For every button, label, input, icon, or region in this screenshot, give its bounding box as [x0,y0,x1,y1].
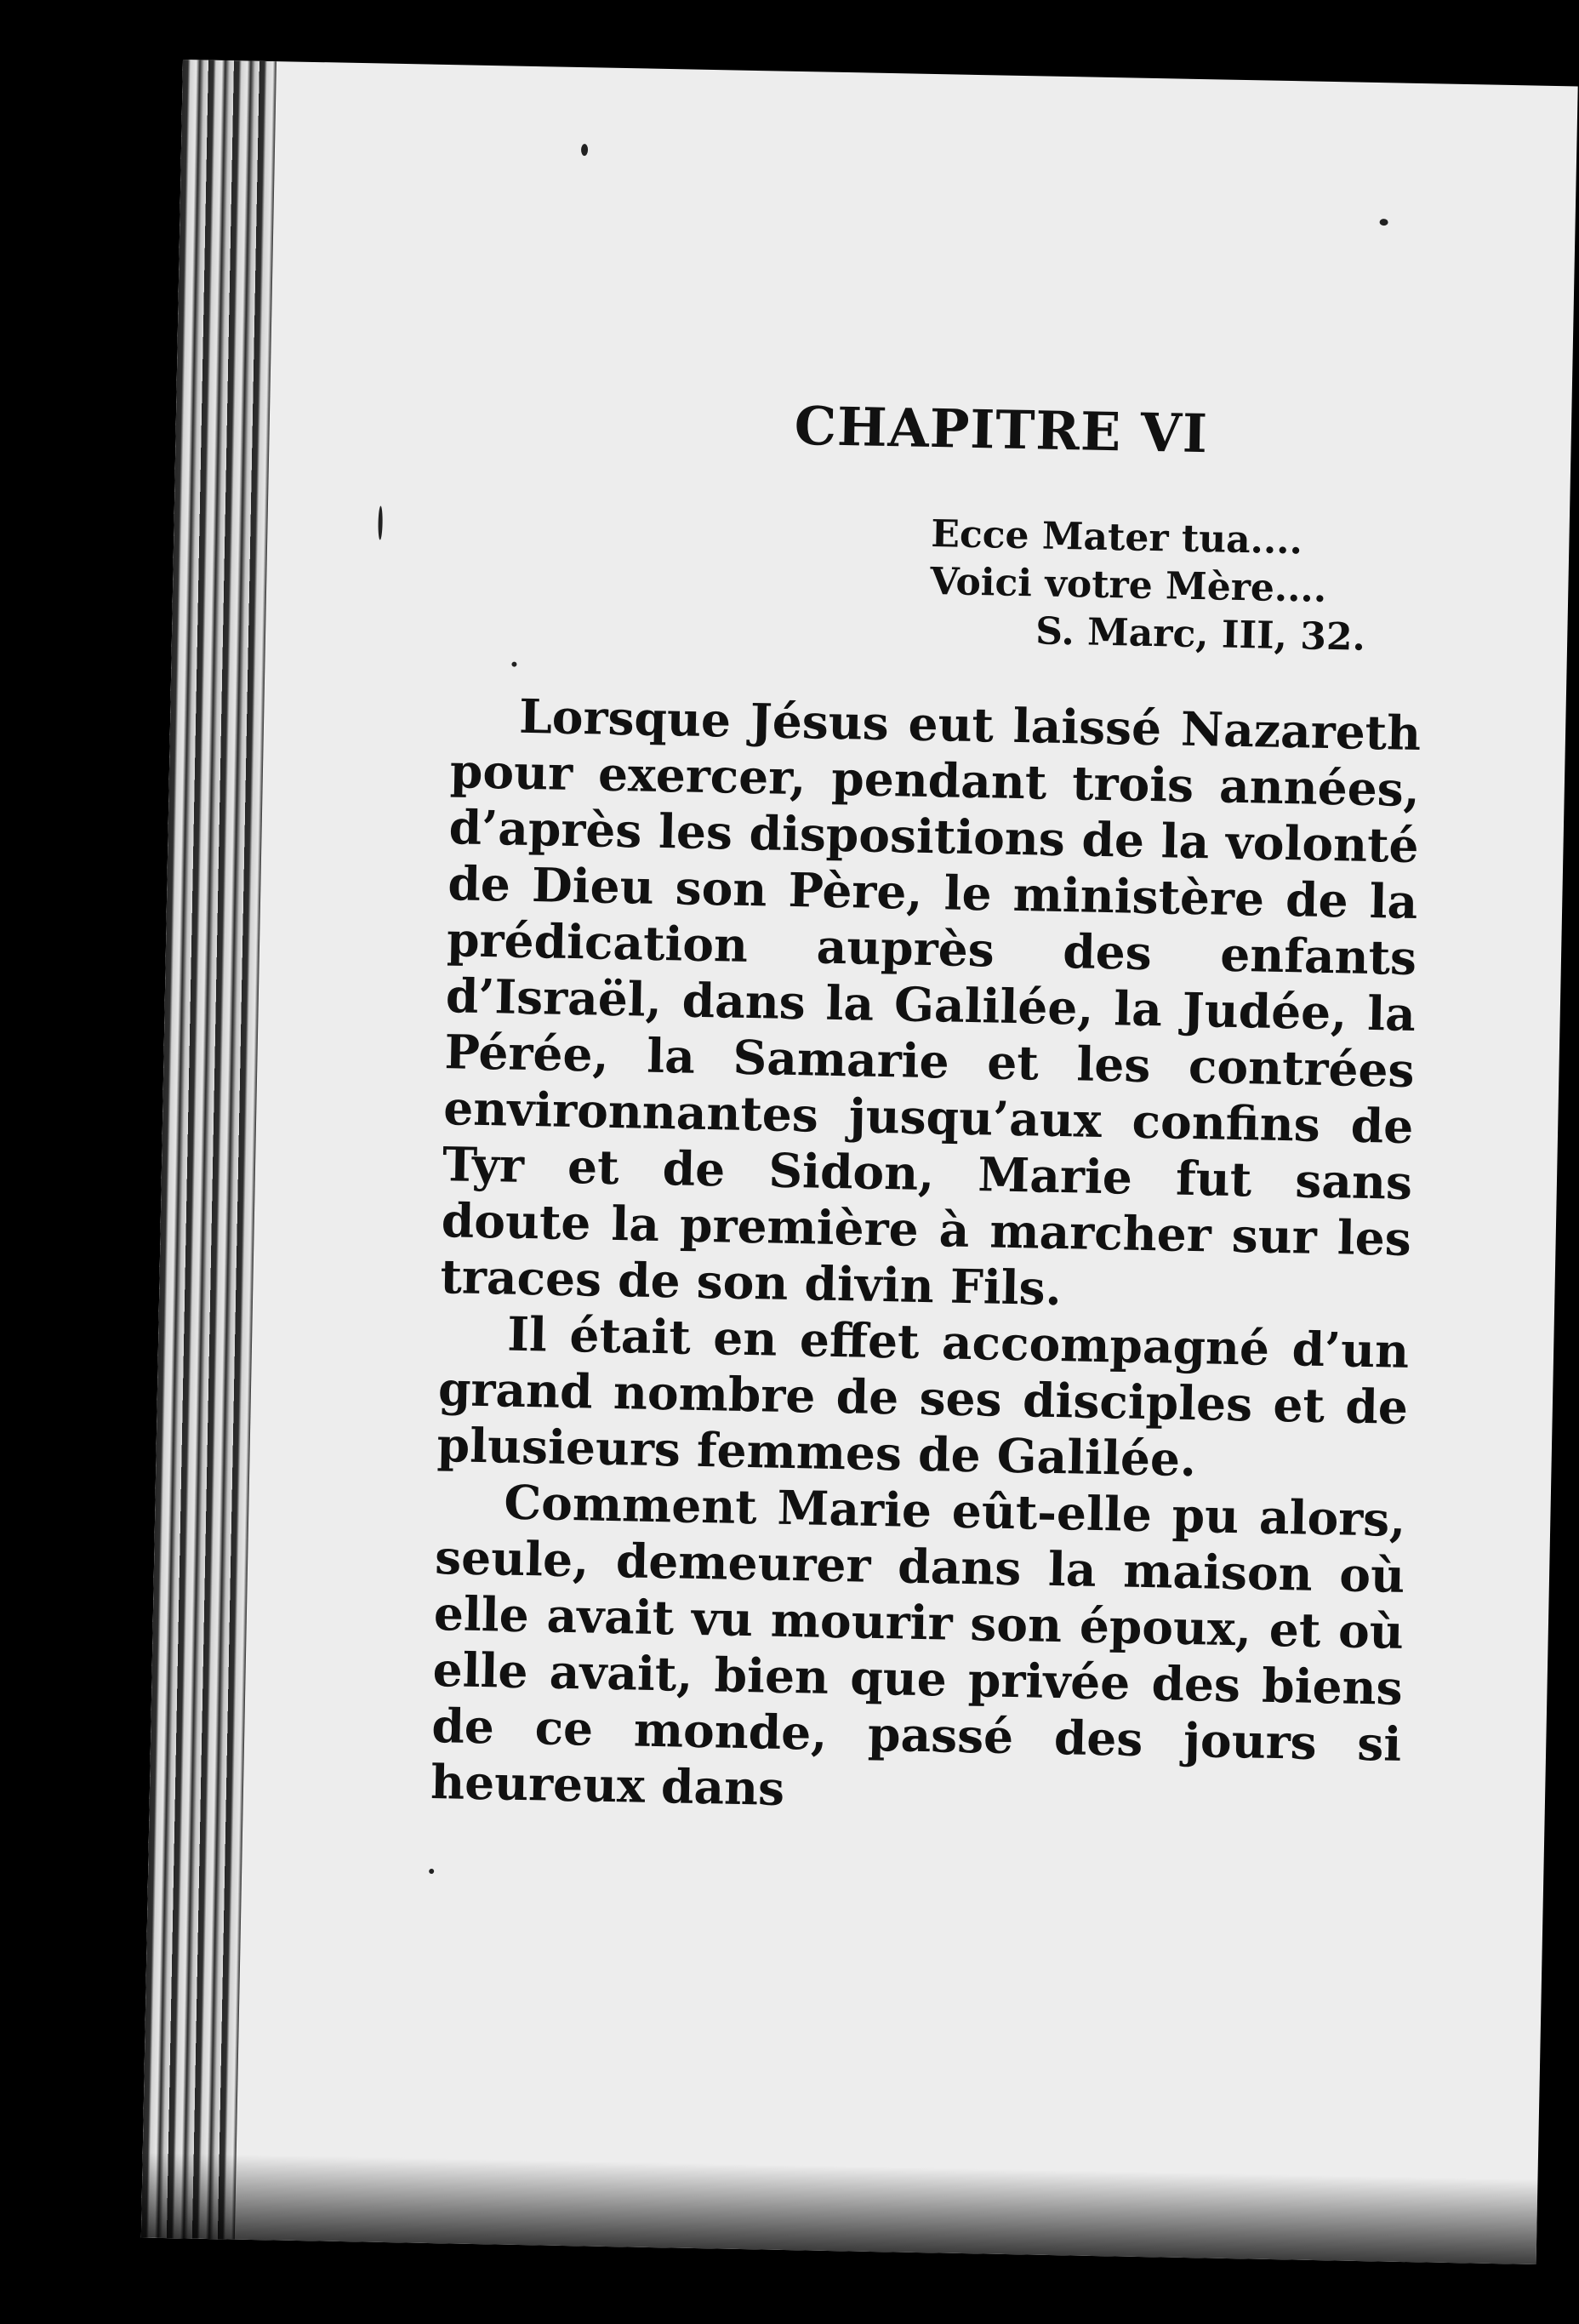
body-text [430,687,1422,1829]
page-edge-stack [141,60,276,2240]
speck [378,506,383,540]
paragraph: Comment Marie eût-elle pu alors, seule, demeurer dans la maison où elle avait vu mourir son époux, et où elle avait, bien que privée des biens de ce monde, passé des jours si heureux dans [430,1474,1406,1816]
epigraph-french: Voici votre Mère.... [929,559,1327,611]
book-page [141,60,1578,2264]
paragraph: Il était en effet accompagné d’un grand nombre de ses disciples et de plusieurs femmes de Galilée. [436,1305,1410,1487]
chapter-title: CHAPITRE VI [794,394,1209,465]
epigraph [929,511,1425,663]
speck [1380,219,1388,226]
epigraph-reference: S. Marc, III, 32. [1035,609,1366,660]
speck [581,144,588,156]
speck [429,1869,434,1874]
page-bottom-shadow [141,2153,1538,2264]
epigraph-latin: Ecce Mater tua.... [930,511,1303,563]
page-text [430,388,1428,1829]
paragraph: Lorsque Jésus eut laissé Nazareth pour exercer, pendant trois années, d’après les dispositions de la volonté de Dieu son Père, le ministère de la prédication auprès des enfants d’Israël, dans la Galilée, la Judée, la Pérée, la Samarie et les contrées environnantes jusqu’aux confins de Tyr et de Sidon, Marie fut sans doute la première à marcher sur les traces de son divin Fils. [439,688,1422,1316]
